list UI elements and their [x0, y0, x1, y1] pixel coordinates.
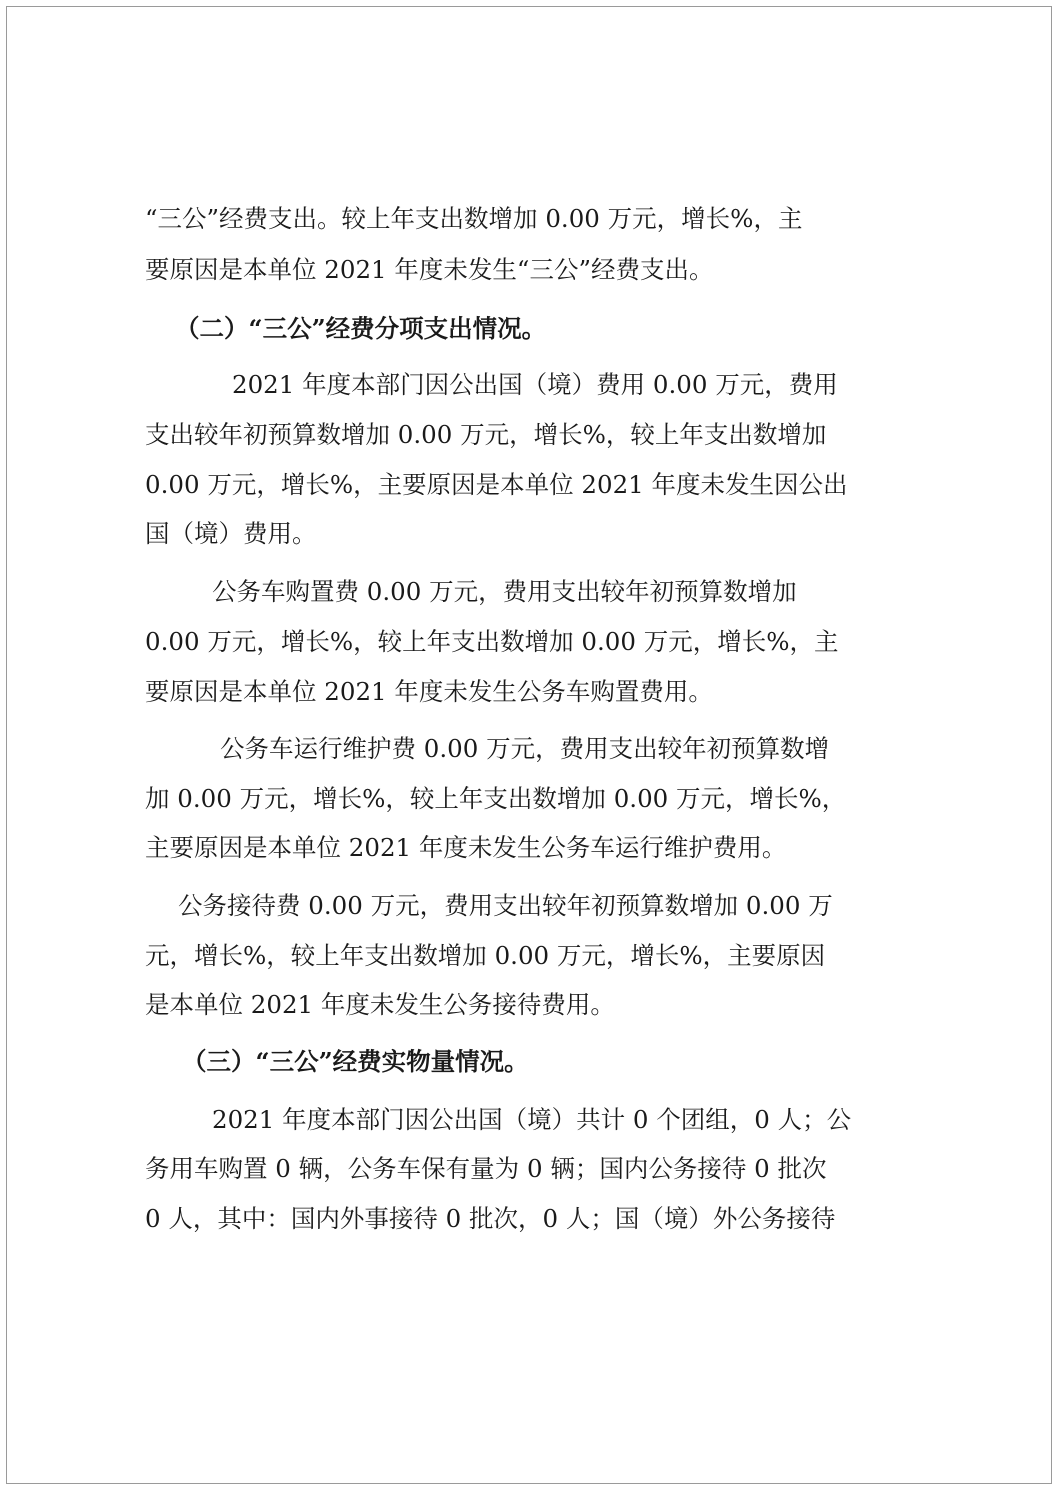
text-line: 国（境）费用。	[145, 519, 317, 548]
text-line: 公务车购置费 0.00 万元，费用支出较年初预算数增加	[212, 577, 797, 606]
text-line: “三公”经费支出。较上年支出数增加 0.00 万元，增长%，主	[145, 204, 803, 233]
text-line: 是本单位 2021 年度未发生公务接待费用。	[145, 990, 615, 1019]
text-line: 元，增长%，较上年支出数增加 0.00 万元，增长%，主要原因	[145, 941, 826, 970]
text-line: 0 人，其中：国内外事接待 0 批次，0 人；国（境）外公务接待	[145, 1204, 836, 1233]
text-line: 0.00 万元，增长%，较上年支出数增加 0.00 万元，增长%，主	[145, 627, 839, 656]
text-line: 加 0.00 万元，增长%，较上年支出数增加 0.00 万元，增长%，	[145, 784, 847, 813]
text-line: 公务接待费 0.00 万元，费用支出较年初预算数增加 0.00 万	[178, 891, 833, 920]
text-line: 要原因是本单位 2021 年度未发生公务车购置费用。	[145, 677, 713, 706]
section-heading: （三）“三公”经费实物量情况。	[182, 1047, 529, 1076]
text-line: 要原因是本单位 2021 年度未发生“三公”经费支出。	[145, 255, 714, 284]
text-line: 支出较年初预算数增加 0.00 万元，增长%，较上年支出数增加	[145, 420, 827, 449]
text-line: 务用车购置 0 辆，公务车保有量为 0 辆；国内公务接待 0 批次	[145, 1154, 827, 1183]
section-heading: （二）“三公”经费分项支出情况。	[175, 314, 547, 343]
text-line: 公务车运行维护费 0.00 万元，费用支出较年初预算数增	[220, 734, 830, 763]
text-line: 主要原因是本单位 2021 年度未发生公务车运行维护费用。	[145, 833, 787, 862]
text-line: 2021 年度本部门因公出国（境）费用 0.00 万元，费用	[232, 370, 838, 399]
text-line: 0.00 万元，增长%，主要原因是本单位 2021 年度未发生因公出	[145, 470, 848, 499]
text-line: 2021 年度本部门因公出国（境）共计 0 个团组，0 人；公	[212, 1105, 852, 1134]
